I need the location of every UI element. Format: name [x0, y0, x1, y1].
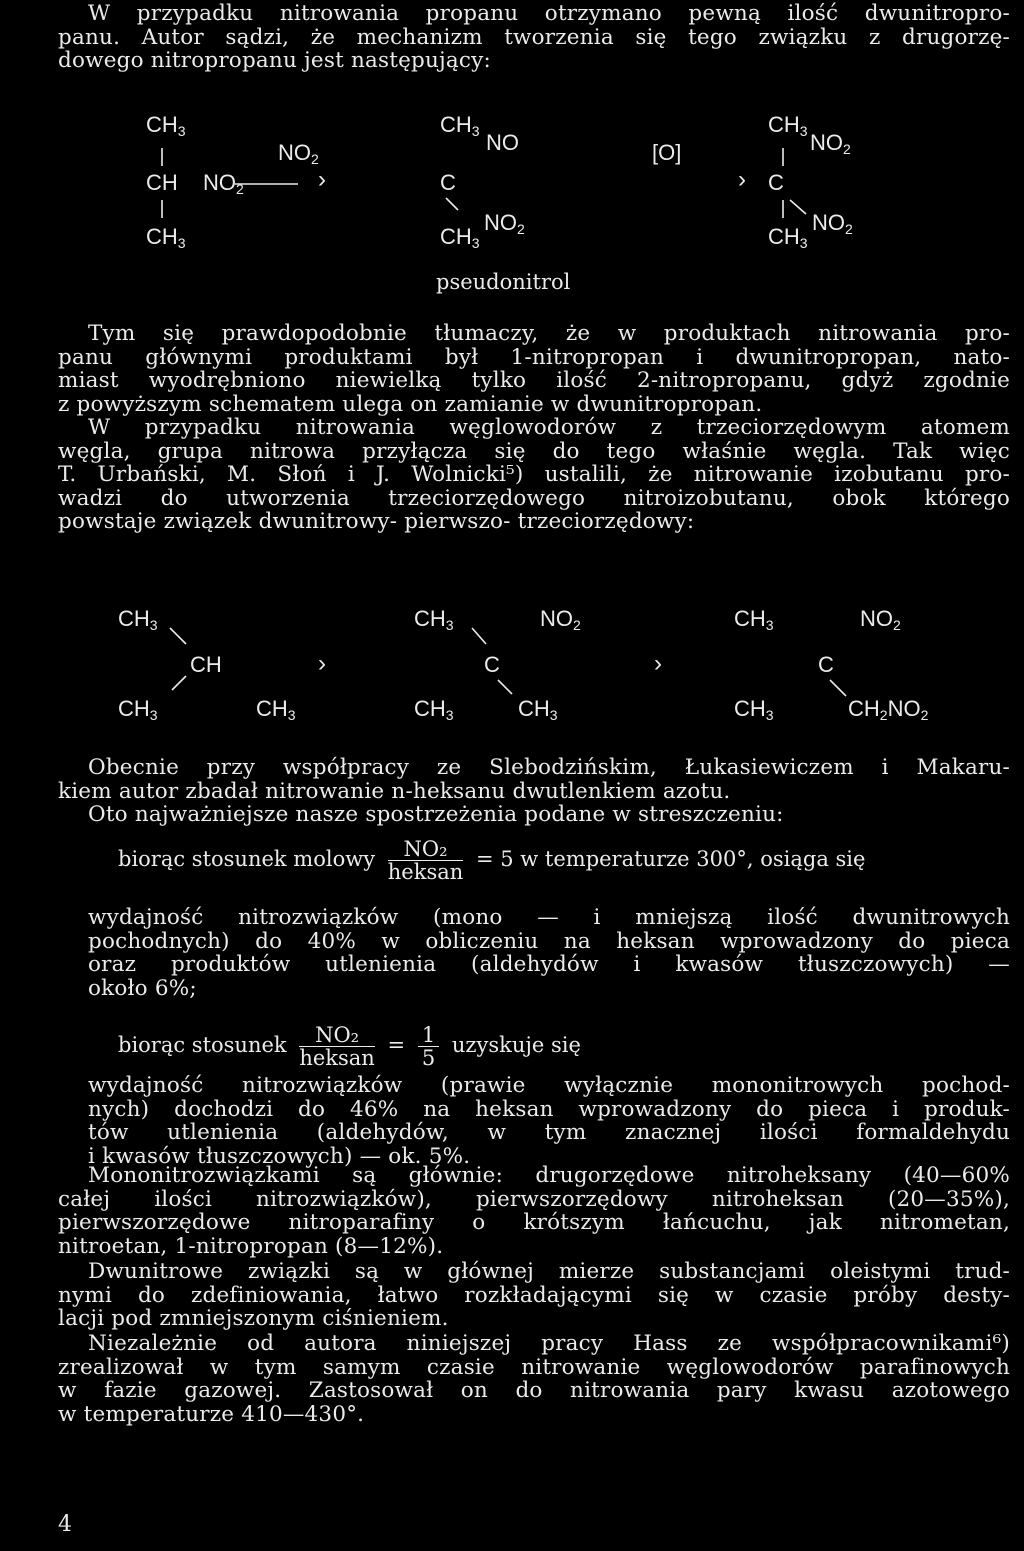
formula-ch3: $CH_3$: [118, 606, 158, 633]
text-line: całej ilości nitrozwiązków), pierwszorzędowy nitroheksan (20—35%),: [58, 1186, 1010, 1212]
paragraph-isobutane: [58, 416, 1010, 534]
text-line: Tym się prawdopodobnie tłumaczy, że w produktach nitrowania pro-: [88, 321, 1010, 346]
text-line: Obecnie przy współpracy ze Slebodzińskim, Łukasiewiczem i Makaru-: [88, 755, 1010, 780]
formula-ch3: $CH_3$: [414, 696, 454, 723]
text-line: pochodnych) do 40% w obliczeniu na heksan wprowadzony do pieca: [88, 928, 1010, 954]
paragraph-hexane: [58, 756, 1010, 827]
formula-ch3: $CH_3$: [440, 224, 480, 251]
arrow-icon: ›: [318, 650, 326, 677]
text-line: Niezależnie od autora niniejszej pracy Hass ze współpracownikami⁶): [88, 1331, 1010, 1356]
paragraph-hass: [58, 1332, 1010, 1426]
paragraph-dinitro: [58, 1260, 1010, 1331]
text-line: wadzi do utworzenia trzeciorzędowego nitroizobutanu, obok którego: [58, 485, 1010, 511]
text-line: oraz produktów utlenienia (aldehydów i kwasów tłuszczowych) —: [88, 952, 1010, 978]
formula-ch3: $CH_3$: [440, 112, 480, 139]
ratio-suffix: = 5 w temperaturze 300°, osiąga się: [475, 847, 866, 871]
text-line: tów utlenienia (aldehydów, w tym znacznej ilości formaldehydu: [88, 1120, 1010, 1146]
text-line: nitroetan, 1-nitropropan (8—12%).: [58, 1233, 444, 1259]
formula-c: C: [768, 170, 784, 195]
formula-ch3: $CH_3$: [256, 696, 296, 723]
text-line: wydajność nitrozwiązków (mono — i mniejszą ilość dwunitrowych: [88, 905, 1010, 930]
paragraph-yield-1: [58, 906, 1010, 1000]
paragraph-mononitro: [58, 1164, 1010, 1258]
text-line: około 6%;: [88, 975, 197, 1001]
page-number: 4: [58, 1512, 72, 1537]
formula-ch3: $CH_3$: [768, 224, 808, 251]
text-line: i kwasów tłuszczowych) — ok. 5%.: [88, 1143, 471, 1169]
text-line: Mononitrozwiązkami są głównie: drugorzędowe nitroheksany (40—60%: [88, 1163, 1010, 1188]
paragraph-intro: [58, 2, 1010, 73]
formula-c: C: [440, 170, 456, 195]
arrow-icon: ›: [318, 166, 326, 193]
arrow-icon: ›: [654, 650, 662, 677]
text-line: lacji pod zmniejszonym ciśnieniem.: [58, 1306, 449, 1332]
formula-no: NO: [486, 130, 519, 155]
formula-c: C: [818, 652, 834, 677]
ratio-statement-2: [118, 1024, 581, 1069]
fraction: [418, 1024, 439, 1069]
text-line: wydajność nitrozwiązków (prawie wyłącznie mononitrowych pochod-: [88, 1073, 1010, 1098]
formula-no2: $NO_2$: [812, 210, 853, 237]
formula-no2: $NO_2$: [810, 130, 851, 157]
formula-ch3: $CH_3$: [518, 696, 558, 723]
text-line: zrealizował w tym samym czasie nitrowanie węglowodorów parafinowych: [58, 1354, 1010, 1380]
text-line: dowego nitropropanu jest następujący:: [58, 48, 491, 74]
ratio-prefix: biorąc stosunek molowy: [118, 847, 376, 871]
text-line: miast wyodrębniono niewielką tylko ilość 2-nitropropanu, gdyż zgodnie: [58, 368, 1010, 394]
text-line: W przypadku nitrowania propanu otrzymano pewną ilość dwunitropro-: [88, 1, 1010, 26]
formula-c: C: [484, 652, 500, 677]
formula-ch3: $CH_3$: [768, 112, 808, 139]
formula-no2: $NO_2$: [203, 170, 244, 197]
formula-ch2no2: $CH_2NO_2$: [848, 696, 929, 723]
text-line: węgla, grupa nitrowa przyłącza się do tego właśnie węgla. Tak więc: [58, 438, 1010, 464]
text-line: w fazie gazowej. Zastosował on do nitrowania pary kwasu azotowego: [58, 1378, 1010, 1404]
text-line: kiem autor zbadał nitrowanie n-heksanu dwutlenkiem azotu.: [58, 778, 731, 804]
fraction-numerator: 1: [418, 1024, 439, 1047]
text-line: nymi do zdefiniowania, łatwo rozkładającymi się w czasie próby desty-: [58, 1282, 1010, 1308]
formula-ch3: $CH_3$: [734, 696, 774, 723]
ratio-statement-1: [118, 838, 865, 883]
fraction-denominator: heksan: [387, 860, 464, 884]
text-line: z powyższym schematem ulega on zamianie w dwunitropropan.: [58, 391, 763, 417]
arrow-icon: ›: [738, 166, 746, 193]
text-line: panu głównymi produktami był 1-nitropropan i dwunitropropan, nato-: [58, 344, 1010, 370]
text-line: Dwunitrowe związki są w głównej mierze substancjami oleistymi trud-: [88, 1259, 1010, 1284]
ratio-suffix: uzyskuje się: [451, 1033, 581, 1057]
text-line: nych) dochodzi do 46% na heksan wprowadzony do pieca i produk-: [88, 1096, 1010, 1122]
fraction: [388, 838, 464, 883]
formula-ch3: $CH_3$: [734, 606, 774, 633]
fraction-denominator: 5: [421, 1046, 436, 1070]
fraction-numerator: NO₂: [388, 838, 464, 861]
text-line: panu. Autor sądzi, że mechanizm tworzenia się tego związku z drugorzę-: [58, 24, 1010, 50]
paragraph-yield-2: [58, 1074, 1010, 1168]
ratio-prefix: biorąc stosunek: [118, 1033, 287, 1057]
formula-ch3: $CH_3$: [118, 696, 158, 723]
fraction: [299, 1024, 375, 1069]
formula-ch: CH: [190, 652, 222, 677]
fraction-denominator: heksan: [299, 1046, 375, 1070]
formula-ch3: $CH_3$: [414, 606, 454, 633]
text-line: pierwszorzędowe nitroparafiny o krótszym łańcuchu, jak nitrometan,: [58, 1210, 1010, 1236]
text-line: powstaje związek dwunitrowy- pierwszo- trzeciorzędowy:: [58, 509, 695, 535]
formula-no2: $NO_2$: [540, 606, 581, 633]
scheme-caption: pseudonitrol: [436, 270, 571, 294]
equals-sign: =: [387, 1033, 406, 1057]
paragraph-explanation: [58, 322, 1010, 416]
formula-ch3: $CH_3$: [146, 112, 186, 139]
formula-ch: CH: [146, 170, 178, 195]
text-line: w temperaturze 410—430°.: [58, 1401, 365, 1427]
text-line: W przypadku nitrowania węglowodorów z trzeciorzędowym atomem: [88, 415, 1010, 440]
text-line: T. Urbański, M. Słoń i J. Wolnicki⁵) ustalili, że nitrowanie izobutanu pro-: [58, 462, 1010, 488]
formula-no2: $NO_2$: [484, 210, 525, 237]
formula-no2: $NO_2$: [860, 606, 901, 633]
oxidation-label: [O]: [652, 140, 682, 165]
formula-ch3: $CH_3$: [146, 224, 186, 251]
formula-no2: $NO_2$: [278, 140, 319, 167]
fraction-numerator: NO₂: [299, 1024, 375, 1047]
text-line: Oto najważniejsze nasze spostrzeżenia podane w streszczeniu:: [88, 802, 784, 828]
